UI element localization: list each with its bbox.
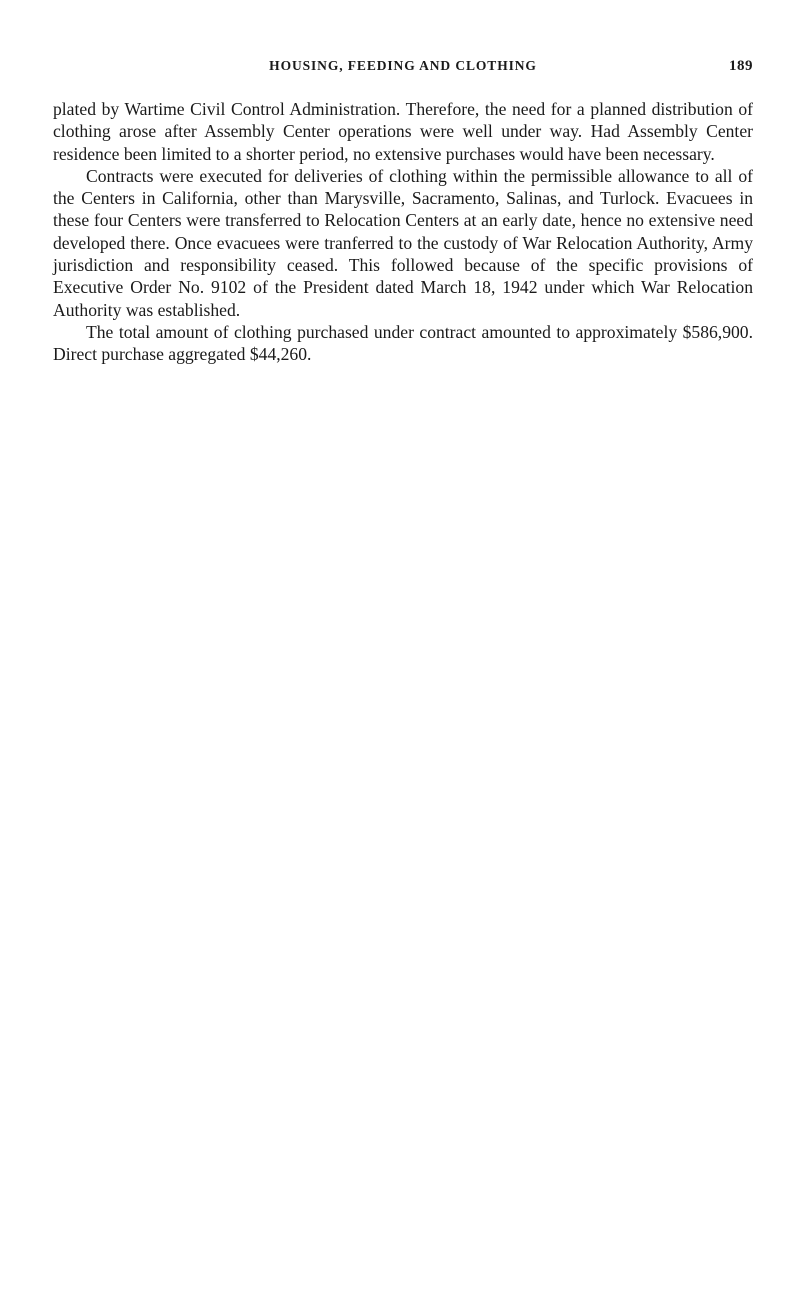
page-number: 189	[729, 58, 753, 74]
running-title: HOUSING, FEEDING AND CLOTHING	[269, 58, 537, 73]
document-page	[53, 58, 753, 366]
running-head	[53, 58, 753, 80]
body-text	[53, 98, 753, 366]
paragraph-continuation: plated by Wartime Civil Control Administration. Therefore, the need for a planned distribution of clothing arose after Assembly Center operations were well under way. Had Assembly Center residence been limited to a shorter period, no extensive purchases would have been necessary.	[53, 99, 753, 164]
paragraph-total-amount: The total amount of clothing purchased under contract amounted to approximately $586,900. Direct purchase aggregated $44,260.	[53, 321, 753, 365]
paragraph-contracts: Contracts were executed for deliveries of clothing within the permissible allowance to all of the Centers in California, other than Marysville, Sacramento, Salinas, and Turlock. Evacuees in these four Centers were transferred to Relocation Centers at an early date, hence no extensive need developed there. Once evacuees were tranferred to the custody of War Relocation Authority, Army jurisdiction and responsibility ceased. This followed because of the specific provisions of Executive Order No. 9102 of the President dated March 18, 1942 under which War Relocation Authority was established.	[53, 165, 753, 320]
